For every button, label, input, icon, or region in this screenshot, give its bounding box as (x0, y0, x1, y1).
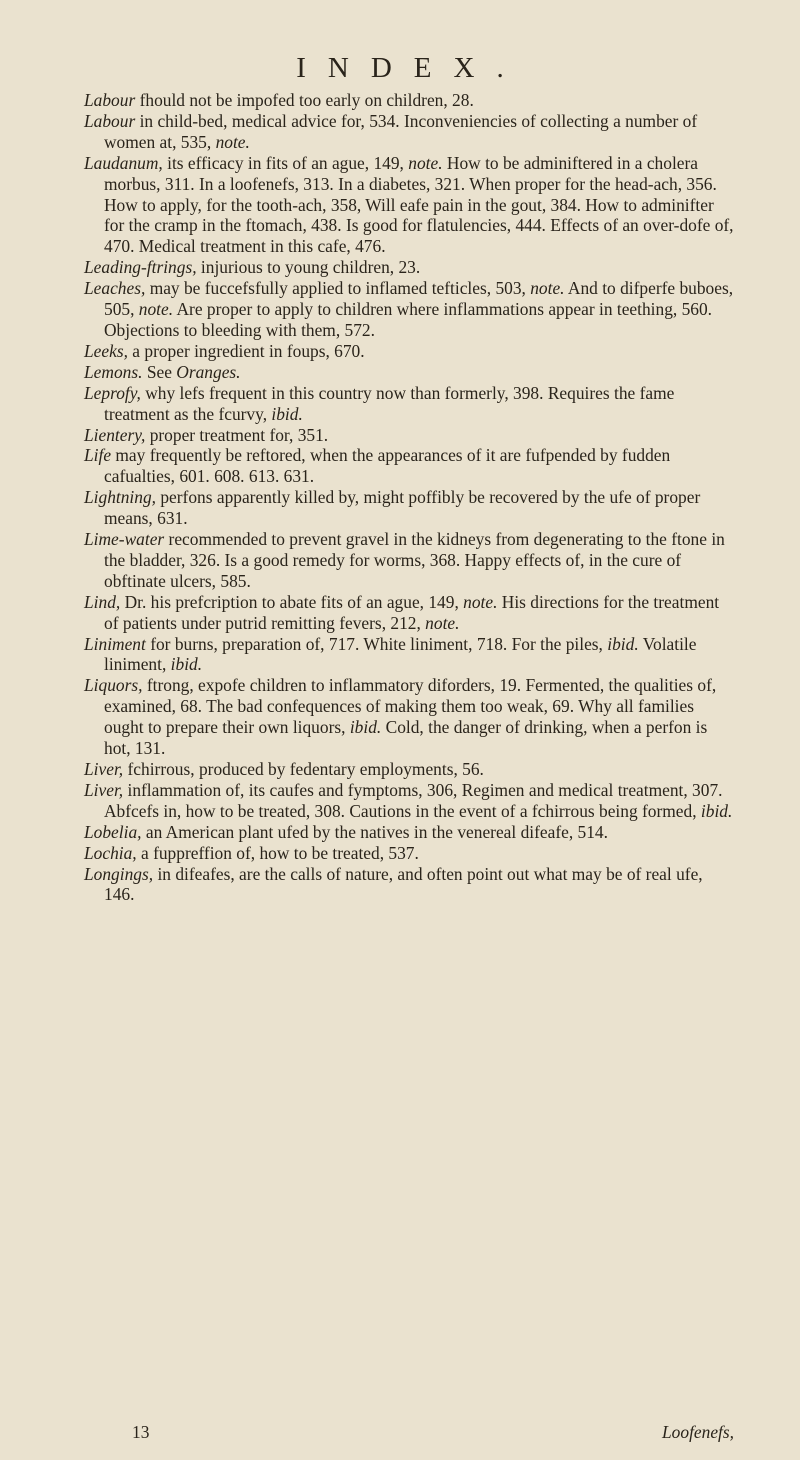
index-entry (84, 90, 734, 111)
page-footer (84, 1422, 734, 1444)
entry-headword: Lemons. (84, 361, 143, 382)
index-entry (84, 822, 734, 843)
entry-text: Volatile liniment, (104, 633, 697, 675)
index-entry (84, 425, 734, 446)
entry-headword: Lind, (84, 591, 121, 612)
entry-headword: Lightning, (84, 487, 156, 508)
entry-text: may be fuccefsfully applied to inflamed tefticles, 503, (145, 278, 531, 299)
index-entry (84, 445, 734, 487)
entry-headword: Leeks, (84, 340, 128, 361)
entry-headword: Liver, (84, 759, 124, 779)
entry-italic-text: ibid. (700, 800, 733, 821)
index-entry (84, 257, 734, 278)
index-entry (84, 278, 734, 341)
index-entry (84, 864, 734, 906)
index-entry (84, 383, 734, 425)
entry-text: an American plant ufed by the natives in the venereal difeafe, 514. (141, 821, 608, 842)
entry-text: Are proper to apply to children where inflammations appear in teething, 560. Objections to bleeding with them, 572. (104, 299, 713, 340)
entry-text: How to be adminiftered in a cholera morbus, 311. In a loofenefs, 313. In a diabetes, 321. When proper for the head-ach, 356. How to apply, for the tooth-ach, 358, Will eafe pain in the gout, 384. How to adminifter for the cramp in the ftomach, 438. Is good for flatulencies, 444. Effects of an over-dofe of, 470. Medical treatment in this cafe, 476. (104, 152, 734, 257)
entry-text: its efficacy in fits of an ague, 149, (162, 152, 409, 173)
entry-headword: Lime-water (84, 529, 165, 550)
entry-headword: Lientery, (84, 424, 146, 445)
index-entry (84, 487, 734, 529)
entry-headword: Liver, (84, 779, 124, 800)
index-entry (84, 759, 734, 780)
entry-italic-text: note. (530, 278, 565, 299)
index-entry (84, 843, 734, 864)
entry-text: ftrong, expofe children to inflammatory diforders, 19. Fermented, the qualities of, examined, 68. The bad confequences of making them too weak, 69. Why all families ought to prepare their own liquors, (104, 675, 717, 738)
entry-text: See (142, 361, 177, 382)
entry-headword: Labour (84, 90, 136, 110)
entry-italic-text: note. (138, 299, 174, 320)
entry-headword: Leaches, (84, 278, 146, 299)
entry-text: may frequently be reftored, when the appearances of it are fufpended by fudden cafualties, 601. 608. 613. 631. (104, 445, 671, 487)
index-entry (84, 111, 734, 153)
entry-italic-text: note. (425, 612, 460, 633)
signature-mark: 13 (132, 1422, 150, 1442)
catchword: Loofenefs, (662, 1422, 734, 1442)
entry-italic-text: ibid. (170, 654, 203, 675)
entry-text: perfons apparently killed by, might poffibly be recovered by the ufe of proper means, 631. (104, 487, 701, 529)
entry-italic-text: Oranges. (176, 361, 241, 382)
entry-text: in difeafes, are the calls of nature, and often point out what may be of real ufe, 146. (104, 863, 703, 905)
entry-text: in child-bed, medical advice for, 534. Inconveniencies of collecting a number of women at, 535, (104, 110, 698, 152)
entry-text: Cold, the danger of drinking, when a perfon is hot, 131. (104, 717, 708, 759)
entry-headword: Laudanum, (84, 152, 163, 173)
index-entry (84, 153, 734, 258)
entry-text: And to difperfe buboes, 505, (104, 278, 734, 320)
entry-italic-text: note. (463, 591, 498, 612)
entry-italic-text: ibid. (349, 717, 382, 738)
entry-text: Dr. his prefcription to abate fits of an ague, 149, (120, 591, 464, 612)
index-entry (84, 341, 734, 362)
entry-text: a proper ingredient in foups, 670. (127, 340, 365, 361)
entry-headword: Longings, (84, 863, 154, 884)
entry-text: a fuppreffion of, how to be treated, 537. (136, 842, 419, 863)
entry-headword: Lochia, (84, 842, 137, 863)
entry-italic-text: note. (215, 131, 250, 152)
running-head: INDEX. (296, 52, 526, 84)
entry-text: proper treatment for, 351. (145, 424, 329, 445)
entry-italic-text: ibid. (607, 633, 639, 654)
entry-headword: Liniment (84, 633, 146, 654)
entry-text: why lefs frequent in this country now than formerly, 398. Requires the fame treatment as the fcurvy, (104, 382, 675, 424)
entry-text: recommended to prevent gravel in the kidneys from degenerating to the ftone in the bladder, 326. Is a good remedy for worms, 368. Happy effects of, in the cure of obftinate ulcers, 585. (104, 529, 725, 591)
entry-text: injurious to young children, 23. (196, 257, 421, 278)
entry-headword: Liquors, (84, 675, 143, 696)
entry-headword: Leading-ftrings, (84, 257, 197, 278)
entry-headword: Labour (84, 110, 136, 131)
entry-headword: Lobelia, (84, 821, 142, 842)
index-entry (84, 780, 734, 822)
index-entry (84, 634, 734, 676)
entry-text: His directions for the treatment of patients under putrid remitting fevers, 212, (104, 591, 720, 633)
entry-italic-text: note. (408, 152, 443, 173)
entry-text: fhould not be impofed too early on children, 28. (135, 90, 474, 110)
entry-headword: Leprofy, (84, 382, 141, 403)
entry-text: inflammation of, its caufes and fymptoms, 306, Regimen and medical treatment, 307. Abfcefs in, how to be treated, 308. Cautions in the event of a fchirrous being formed, (104, 779, 723, 821)
index-entry (84, 529, 734, 592)
entry-headword: Life (84, 445, 112, 466)
entry-text: fchirrous, produced by fedentary employments, 56. (123, 759, 484, 779)
entry-italic-text: ibid. (271, 403, 303, 424)
entry-text: for burns, preparation of, 717. White liniment, 718. For the piles, (145, 633, 608, 654)
index-entry (84, 362, 734, 383)
index-entries (84, 90, 734, 905)
index-entry (84, 592, 734, 634)
index-entry (84, 675, 734, 759)
